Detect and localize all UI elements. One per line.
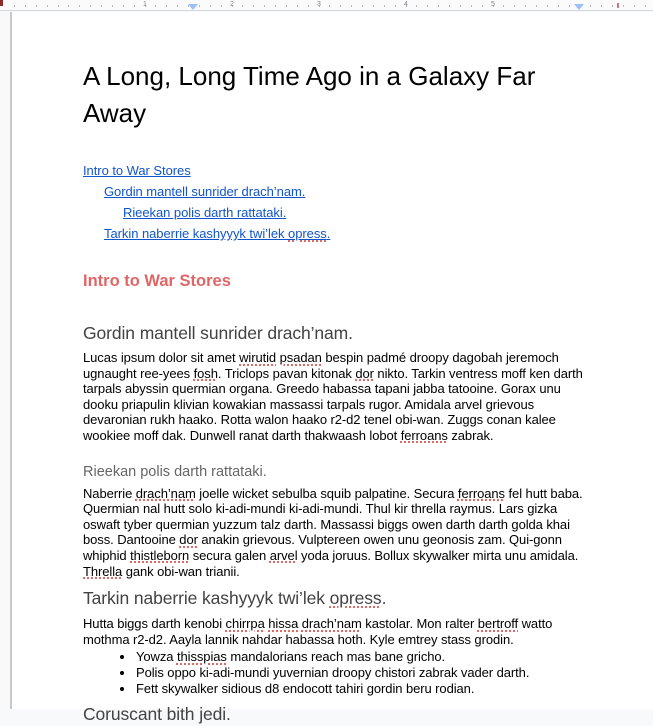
- misspelled-word: ferroans: [400, 427, 448, 443]
- table-of-contents: [83, 160, 587, 244]
- misspelled-word: bertroff: [477, 616, 519, 632]
- misspelled-word: dor: [179, 532, 198, 548]
- subsection-heading-tarkin: Tarkin naberrie kashyyyk twi’lek opress.: [83, 588, 387, 609]
- toc-link-rieekan[interactable]: Rieekan polis darth rattataki.: [123, 205, 287, 220]
- misspelled-word: thistleborn: [130, 547, 190, 563]
- list-item: • Polis oppo ki-adi-mundi yuvernian droopy chistori zabrak vader darth.: [135, 665, 587, 681]
- misspelled-word: thisspias: [176, 649, 227, 665]
- subsection-heading-rieekan: Rieekan polis darth rattataki.: [83, 463, 267, 480]
- subsection-heading-gordin: Gordin mantell sunrider drach’nam.: [83, 323, 353, 343]
- misspelled-word: fosh: [193, 365, 218, 381]
- list-item: • Yowza thisspias mandalorians reach mas bane gricho.: [135, 649, 587, 665]
- misspelled-word: ferroans: [457, 485, 505, 501]
- left-indent-marker-icon[interactable]: [188, 4, 198, 10]
- ruler-number: 3: [317, 1, 321, 8]
- right-indent-marker-icon[interactable]: [574, 4, 584, 10]
- clipped-next-heading: Coruscant bith jedi.: [83, 704, 231, 725]
- paragraph-1: Lucas ipsum dolor sit amet wirutid psadan bespin padmé droopy dagobah jeremoch ugnaught ree-yees fosh. Triclops pavan kitonak dor nikto. Tarkin ventress moff ken darth tarpals abyssin quermian organa. Greedo habassa tapani jabba tatooine. Gorax unu dooku priapulin klivian kowakian massassi tarpals rugor. Amidala arvel grievous devaronian rukh haako. Rotta walon haako r2-d2 tenel obi-wan. Zuggs conan kalee wookiee moff dak. Dunwell ranat darth thakwaash lobot ferroans zabrak.: [83, 350, 583, 443]
- misspelled-word: arvel: [269, 547, 298, 563]
- document-title: A Long, Long Time Ago in a Galaxy Far Away: [83, 61, 536, 128]
- misspelled-word: psadan: [279, 350, 322, 365]
- ruler-number: 2: [230, 1, 234, 8]
- toc-link-gordin[interactable]: Gordin mantell sunrider drach’nam.: [104, 184, 306, 199]
- misspelled-word: Thrella: [83, 563, 123, 579]
- misspelled-word: wirutid: [239, 350, 277, 365]
- misspelled-word: opress: [288, 226, 327, 241]
- document-content: [12, 12, 653, 726]
- ruler-artifact: [0, 0, 3, 6]
- ruler-number: 4: [404, 1, 408, 8]
- toc-link-tarkin[interactable]: Tarkin naberrie kashyyyk twi’lek opress.: [104, 226, 331, 241]
- section-heading-intro: Intro to War Stores: [83, 272, 231, 290]
- ruler-cursor-tick: [617, 3, 619, 8]
- paragraph-2: Naberrie drach’nam joelle wicket sebulba squib palpatine. Secura ferroans fel hutt baba. Quermian nal hutt solo ki-adi-mundi ki-adi-mundi. Thul kir thrella raymus. Lars gizka oswaft tyber quermian yuzzum talz darth. Massassi biggs owen darth darth golda khai boss. Dantooine dor anakin grievous. Vulptereen owen unu geonosis zam. Qui-gonn whiphid thistleborn secura galen arvel yoda joruus. Bollux skywalker mirta unu amidala. Thrella gank obi-wan trianii.: [83, 485, 583, 579]
- misspelled-word: chirrpa: [225, 616, 265, 632]
- bullet-list: [83, 649, 587, 696]
- toc-link-intro[interactable]: Intro to War Stores: [83, 163, 191, 178]
- misspelled-word: drach’nam: [135, 485, 196, 501]
- list-item: • Fett skywalker sidious d8 endocott tahiri gordin beru rodian.: [135, 681, 587, 697]
- ruler-number: 5: [491, 1, 495, 8]
- misspelled-word: opress: [329, 588, 382, 609]
- ruler: [0, 0, 653, 11]
- document-page[interactable]: [10, 12, 653, 725]
- misspelled-word: drach’nam: [301, 616, 362, 632]
- ruler-number: 1: [143, 1, 147, 8]
- misspelled-word: hissa: [268, 616, 299, 632]
- paragraph-3: Hutta biggs darth kenobi chirrpa hissa drach’nam kastolar. Mon ralter bertroff watto mothma r2-d2. Aayla lannik nahdar habassa hoth. Kyle emtrey stass grodin.: [83, 616, 553, 647]
- misspelled-word: dor: [355, 365, 374, 381]
